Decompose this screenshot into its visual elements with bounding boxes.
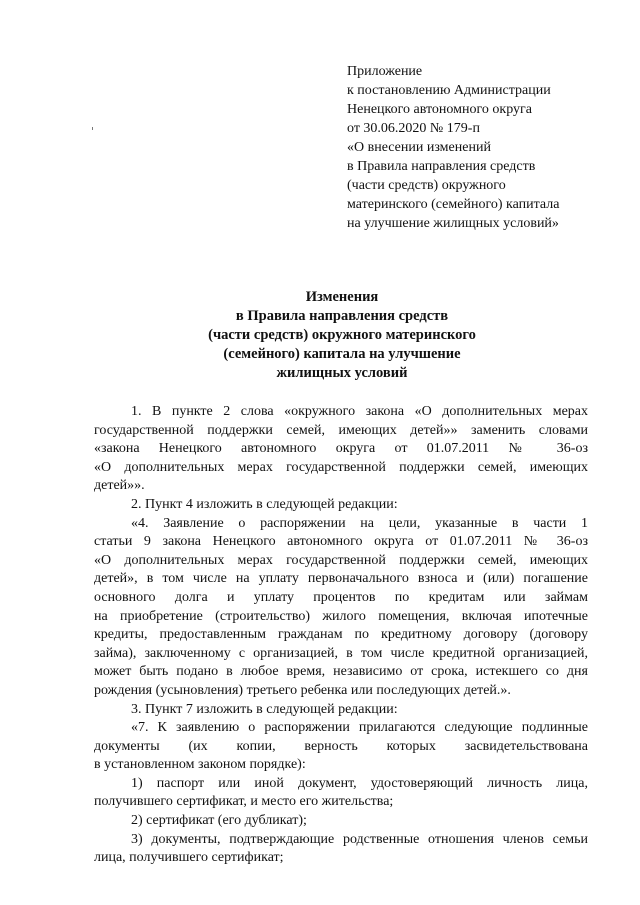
paragraph-line: рождения (усыновления) третьего ребенка или последующих детей.».: [94, 682, 511, 698]
paragraph-line: детей», в том числе на уплату первоначального взноса и (или) погашение: [94, 571, 588, 587]
paragraph: [94, 496, 588, 515]
paragraph-line: «закона Ненецкого автономного округа от 01.07.2011 № 36-оз: [94, 441, 588, 457]
paragraph-line: «7. К заявлению о распоряжении прилагаются следующие подлинные: [131, 720, 588, 736]
paragraph-line: лица, получившего сертификат;: [94, 850, 284, 866]
paragraph-line: «О дополнительных мерах государственной поддержки семей, имеющих: [94, 459, 588, 475]
paragraph-line: статьи 9 закона Ненецкого автономного округа от 01.07.2011 № 36-оз: [94, 534, 588, 550]
paragraph-line: может быть подано в любое время, независимо от срока, истекшего со дня: [94, 664, 588, 680]
title-line: (семейного) капитала на улучшение: [223, 346, 461, 362]
paragraph-line: займа), заключенному с организацией, в том числе кредитной организацией,: [94, 645, 588, 661]
paragraph-line: в установленном законом порядке):: [94, 757, 306, 773]
paragraph: [94, 831, 588, 868]
paragraph-line: «О дополнительных мерах государственной поддержки семей, имеющих: [94, 552, 588, 568]
paragraph: [94, 701, 588, 720]
appendix-line: «О внесении изменений: [347, 140, 491, 155]
paragraph-line: документы (их копии, верность которых засвидетельствована: [94, 738, 588, 754]
title-line: (части средств) окружного материнского: [208, 327, 476, 343]
paragraph-line: кредиты, предоставленным гражданам по кредитному договору (договору: [94, 627, 588, 643]
title-heading: Изменения: [305, 289, 379, 305]
paragraph-line: на приобретение (строительство) жилого помещения, включая ипотечные: [94, 608, 588, 624]
appendix-line: к постановлению Администрации: [347, 83, 551, 98]
paragraph: [94, 775, 588, 812]
paragraph: [94, 403, 588, 496]
paragraph-line: основного долга и уплату процентов по кредитам или займам: [94, 589, 588, 605]
paragraph-line: получившего сертификат, и место его жительства;: [94, 794, 394, 810]
paragraph-line: государственной поддержки семей, имеющих детей»» заменить словами: [94, 422, 588, 438]
appendix-line: в Правила направления средств: [347, 159, 536, 174]
paragraph-line: 3) документы, подтверждающие родственные отношения членов семьи: [131, 831, 588, 847]
paragraph: [94, 812, 588, 831]
paragraph-line: 2) сертификат (его дубликат);: [131, 813, 307, 829]
appendix-line: на улучшение жилищных условий»: [347, 216, 559, 231]
title-line: жилищных условий: [276, 365, 408, 381]
paragraph-line: 1. В пункте 2 слова «окружного закона «О дополнительных мерах: [131, 404, 588, 419]
paragraph-line: 1) паспорт или иной документ, удостоверяющий личность лица,: [131, 775, 588, 791]
document-title: [96, 288, 588, 383]
document-body: [94, 403, 588, 868]
appendix-line: материнского (семейного) капитала: [347, 197, 560, 212]
appendix-line: Ненецкого автономного округа: [347, 102, 532, 117]
title-line: в Правила направления средств: [235, 308, 449, 324]
paragraph-line: «4. Заявление о распоряжении на цели, указанные в части 1: [131, 515, 588, 531]
appendix-line: от 30.06.2020 № 179-п: [347, 121, 480, 136]
paragraph-line: 2. Пункт 4 изложить в следующей редакции:: [131, 496, 398, 512]
scan-speck: [92, 127, 93, 130]
appendix-line: Приложение: [347, 64, 423, 79]
appendix-line: (части средств) окружного: [347, 178, 506, 193]
paragraph-line: детей»».: [94, 478, 145, 494]
paragraph-line: 3. Пункт 7 изложить в следующей редакции:: [131, 701, 398, 717]
paragraph: [94, 515, 588, 701]
appendix-block: [347, 62, 617, 233]
paragraph: [94, 719, 588, 775]
